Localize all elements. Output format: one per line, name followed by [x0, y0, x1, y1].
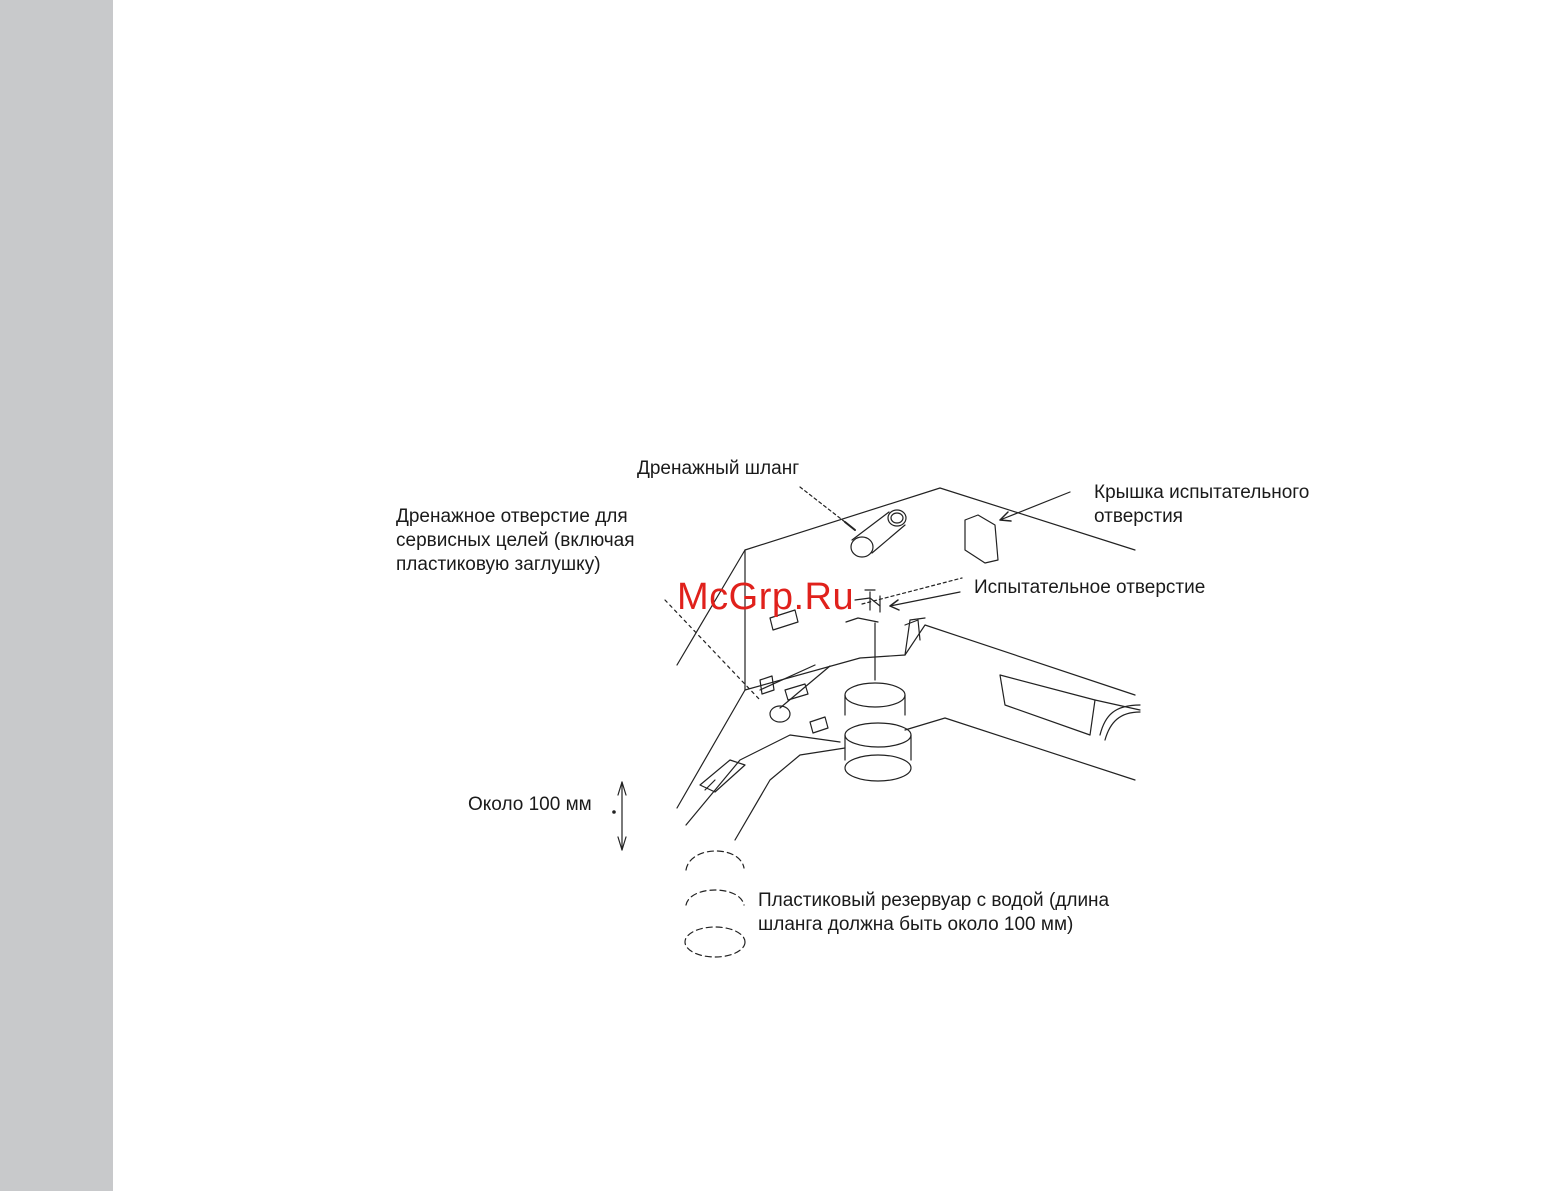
right-frame	[1000, 675, 1140, 740]
label-line: отверстия	[1094, 506, 1183, 527]
label-line: шланга должна быть около 100 мм)	[758, 914, 1074, 935]
water-tank	[685, 851, 745, 957]
label-line: Крышка испытательного	[1094, 482, 1310, 503]
label-service-drain-hole	[396, 505, 635, 577]
label-line: сервисных целей (включая	[396, 530, 635, 551]
label-test-hole-cover	[1094, 481, 1309, 529]
label-about-100mm: Около 100 мм	[468, 794, 592, 815]
label-test-hole: Испытательное отверстие	[974, 577, 1206, 598]
drain-pan	[700, 676, 911, 792]
label-line: Дренажное отверстие для	[396, 506, 628, 527]
dimension-arrow	[613, 782, 626, 850]
unit-body	[677, 488, 1135, 840]
test-hole-cover	[965, 515, 998, 563]
label-line: пластиковую заглушку)	[396, 554, 601, 575]
label-drain-hose: Дренажный шланг	[637, 458, 800, 479]
drain-hose-stub	[851, 510, 906, 557]
label-water-tank	[758, 889, 1109, 937]
watermark-logo: McGrp.Ru	[677, 576, 855, 618]
label-line: Пластиковый резервуар с водой (длина	[758, 890, 1110, 911]
